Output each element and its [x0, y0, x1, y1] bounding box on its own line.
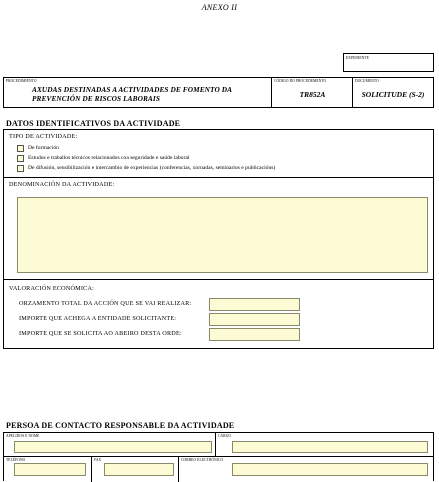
- correo-field[interactable]: [232, 463, 428, 476]
- denominacion-field[interactable]: [17, 197, 428, 273]
- documento-value: SOLICITUDE (S-2): [361, 90, 425, 99]
- importe-entidade-label: IMPORTE QUE ACHEGA A ENTIDADE SOLICITANTE:: [19, 315, 177, 322]
- divider: [4, 177, 433, 178]
- tipo-option[interactable]: [17, 164, 427, 173]
- fax-cell: [92, 457, 179, 482]
- contacto-section: [3, 432, 434, 481]
- divider: [4, 279, 433, 280]
- tipo-option[interactable]: [17, 144, 417, 153]
- documento-cell: [353, 78, 433, 107]
- apelidos-label: APELIDOS E NOME: [6, 434, 40, 438]
- procedimiento-label: PROCEDIMIENTO: [6, 79, 37, 83]
- codigo-value: TR852A: [299, 90, 326, 99]
- orzamento-field[interactable]: [209, 298, 300, 311]
- valoracion-label: VALORACIÓN ECONÓMICA:: [9, 285, 95, 292]
- documento-label: DOCUMENTO: [355, 79, 379, 83]
- tipo-option-label: De formación: [28, 145, 59, 151]
- fax-label: FAX: [94, 458, 102, 462]
- expediente-field[interactable]: [346, 62, 431, 71]
- section-title-datos: DATOS IDENTIFICATIVOS DA ACTIVIDADE: [6, 119, 181, 128]
- cargo-field[interactable]: [232, 441, 428, 453]
- telefono-label: TELÉFONO: [6, 458, 26, 462]
- tipo-option-label: Estudos e traballos técnicos relacionados coa seguridade e saúde laboral: [28, 155, 190, 161]
- tipo-checkbox[interactable]: [17, 145, 24, 152]
- telefono-field[interactable]: [14, 463, 86, 476]
- telefono-cell: [4, 457, 92, 482]
- expediente-label: EXPEDIENTE: [346, 56, 369, 60]
- tipo-checkbox[interactable]: [17, 155, 24, 162]
- tipo-option-label: De difusión, sensibilización e intercambio de experiencias (conferencias, xornadas, seminarios e publicacións): [28, 165, 276, 171]
- tipo-checkbox[interactable]: [17, 165, 24, 172]
- section-title-contacto: PERSOA DE CONTACTO RESPONSABLE DA ACTIVIDADE: [6, 421, 235, 430]
- orzamento-label: ORZAMENTO TOTAL DA ACCIÓN QUE SE VAI REALIZAR:: [19, 300, 192, 307]
- tipo-option[interactable]: [17, 154, 417, 163]
- procedimiento-cell: [4, 78, 272, 107]
- procedure-info-row: [3, 77, 434, 108]
- tipo-actividade-label: TIPO DE ACTIVIDADE:: [9, 133, 78, 140]
- importe-solicitado-field[interactable]: [209, 328, 300, 341]
- importe-entidade-field[interactable]: [209, 313, 300, 326]
- correo-label: CORREO ELECTRÓNICO: [181, 458, 224, 462]
- importe-solicitado-label: IMPORTE QUE SE SOLICITA AO ABEIRO DESTA ORDE:: [19, 330, 182, 337]
- codigo-label: CÓDIGO DO PROCEDEMENTO: [274, 79, 327, 83]
- cargo-cell: [216, 433, 433, 456]
- datos-actividade-section: [3, 129, 434, 349]
- apelidos-field[interactable]: [14, 441, 212, 453]
- denominacion-label: DENOMINACIÓN DA ACTIVIDADE:: [9, 181, 115, 188]
- correo-cell: [179, 457, 433, 482]
- annex-title: ANEXO II: [201, 3, 238, 12]
- cargo-label: CARGO: [218, 434, 232, 438]
- fax-field[interactable]: [104, 463, 174, 476]
- apelidos-cell: [4, 433, 216, 456]
- procedimiento-title: AXUDAS DESTINADAS A ACTIVIDADES DE FOMENTO DA PREVENCIÓN DE RISCOS LABORAIS: [32, 85, 232, 103]
- expediente-box: [343, 53, 434, 72]
- codigo-cell: [272, 78, 353, 107]
